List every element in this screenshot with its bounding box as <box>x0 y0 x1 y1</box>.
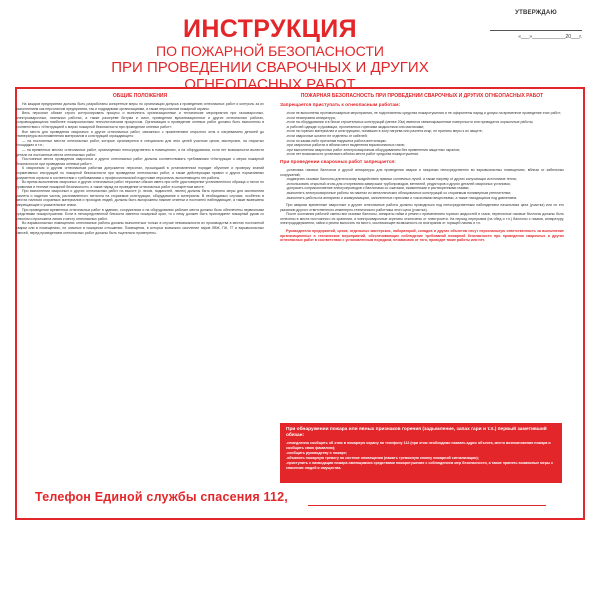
forbid-item: -при сварочных работах и вблизи мест выделения взрывоопасных газов; <box>286 143 405 148</box>
left-paragraph: Постоянные места проведения сварочных и других огнеопасных работ должны соответствовать требованиям «Инструкции о мерах пожарной безопасности при проведении огневых работ». <box>16 157 264 166</box>
approval-block <box>490 10 582 40</box>
during-heading: При проведении сварочных работ запрещается: <box>280 159 396 165</box>
emergency-phone: Телефон Единой службы спасения 112, <box>35 490 288 504</box>
forbid-item: -если неисправна аппаратура; <box>286 115 336 120</box>
left-paragraph: К сварочным и другим огнеопасным работам допускается персонал, прошедший в установленном порядке обучение и проверку знаний нормативных инструкций по пожарной безопасности при проведении огнеопасных работ, а также действующим правил и других нормативных документов отрасли в соответствии с требованиями к профессиональной подготовке персонала, выполняющего эти работы. <box>16 166 264 180</box>
right-paragraph: При авариях временные сварочные и другие огнеопасные работы должны проводиться под непосредственным наблюдением начальника цеха (участка) или по его указанию другого ответственного инженерно-технического работника этого цеха (участка). <box>280 203 564 212</box>
signature-line <box>490 30 582 31</box>
right-heading: ПОЖАРНАЯ БЕЗОПАСНОСТЬ ПРИ ПРОВЕДЕНИИ СВАРОЧНЫХ И ДРУГИХ ОГНЕОПАСНЫХ РАБОТ <box>300 93 544 99</box>
during-item: -выполнять электросварочные работы на пакетах из металлических облицовочных конструкций со сгораемым полимерным утеплителем; <box>286 190 511 195</box>
title-subtitle: ПО ПОЖАРНОЙ БЕЗОПАСНОСТИ <box>156 43 384 59</box>
left-column <box>16 93 264 235</box>
forbid-item: -в рабочей одежде и рукавицах, пропитанных горючими жидкостями или мастиками; <box>286 124 425 129</box>
fire-action-item: -приступить к ликвидации пожара имеющимися средствами пожаротушения с соблюдением мер безопасности, а также принять возможные меры к спасению людей и имущества. <box>286 461 553 470</box>
approve-date: «___»____________20___г. <box>518 34 582 40</box>
forbid-item: -если не выполнены противопожарные мероприятия, не подготовлены средства пожаротушения и не оформлены наряд и допуск на временное проведение этих работ; <box>286 111 561 115</box>
fire-action-item: -объявить пожарную тревогу по системе оповещения (нажать тревожную кнопку пожарной сигнализации); <box>286 456 479 460</box>
title-main: ИНСТРУКЦИЯ <box>182 15 358 43</box>
left-paragraph: Весь персонал обязан строго контролировать процесс и выполнять организационные и технические мероприятия при газосварочных, электросварочных, паяльных работах, а также разогреве битума и смол, проведении вулканизационных и других огнеопасных работах, сопровождающихся наиболее пожароопасным технологическим процессом. Организация и проведение огневых работ должны быть выполнены в соответствии с «Инструкцией о мерах пожарной безопасности при проведении огневых работ». <box>16 111 264 129</box>
during-item: -допускать соприкосновение электропроводов с баллонами со сжатыми, сжиженными и растворенными газами; <box>286 186 470 191</box>
forbid-item: -если сварочные шланги не отделены от кабелей; <box>286 133 368 138</box>
forbid-item: -если на горючих материалах и конструкциях, попавших в зону нагрева или разлета искр, не приняты меры к их защите; <box>286 129 483 134</box>
phone-fill-line <box>308 505 546 506</box>
left-paragraph: Во время выполнения сварочных и других огнеопасных работ персонал обязан иметь при себе удостоверение установленного образца и талон по правилам и технике пожарной безопасности, а также наряд на проведение огнеопасных работ в конкретном месте. <box>16 180 264 189</box>
forbid-item: -если по каким-либо причинам нарушена работа вентиляции; <box>286 138 387 143</box>
fire-action-item: -немедленно сообщить об этом в пожарную охрану по телефону 112 (при этом необходимо назвать адрес объекта, место возникновения пожара и сообщить свою фамилию); <box>286 441 551 450</box>
fire-action-heading: При обнаружении пожара или явных признаков горения (задымление, запах гари и т.п.) первый заметивший обязан: <box>286 427 547 438</box>
right-column <box>280 93 564 243</box>
during-item: -установка газовых баллонов и другой аппаратуры для проведения сварки и газорезки непосредственно во взрывоопасных помещениях, вблизи от кабельных сооружений; <box>280 167 564 177</box>
forbid-item: -если нет возможности установить вблизи места работ средства пожаротушения. <box>286 152 420 157</box>
during-item: -подвергать газовые баллоны длительному воздействию прямых солнечных лучей, а также нагреву от других излучающих источников тепла; <box>286 177 517 182</box>
forbid-item: -если на оборудовании и в близи строительных конструкций (менее 20м) имеются свежеокрашенные поверхности или проводятся окрасочные работы; <box>286 120 534 125</box>
left-paragraph: Все места для проведения сварочных и других огнеопасных работ, связанных с применением открытого огня и нагреванием деталей до температуры воспламенения материалов и конструкций ограждающего: <box>16 129 264 139</box>
left-paragraph: При выполнении сварочных и других огнеопасных работ на высоте (с лесов, подмостей, люлек) должны быть приняты меры для исключения разлета и падения частиц расплавленного металла на сгораемые конструкции, оборудование и материалы. В необходимых случаях, особенно в местах наличия сгораемых материалов и проходов людей, должны быть выгорожены нижние отметки и постоянно наблюдающие, а также вывешены запрещающие и указательные знаки. <box>16 189 264 208</box>
approve-label: УТВЕРЖДАЮ <box>515 10 557 16</box>
during-item: -использовать открытый огонь для отогревания замерзших трубопроводов, вентилей, редукторов и других деталей сварочных установок; <box>286 181 511 186</box>
title-block <box>60 16 480 93</box>
right-paragraph: После окончания рабочей смены все газовые баллоны, аппараты гайки и ремни с применением горючих жидкостей и газов, переносные газовые баллоны должны быть отнесены в места постоянного их хранения, а электросварочные агрегаты отключены от электросети. На период перерывов (на обед и т.п.) баллоны с газами, аппаратуру, электрододержатели, гайки и ремни выносить на место, исключающее возможность их возгорания от горящей лампы и т.п. <box>280 212 564 226</box>
left-paragraph: — на временных местах огнеопасных работ, организуемых непосредственно в помещениях, а на оборудовании, если нет возможности вынести детали на постоянные места огнеопасных работ. <box>16 147 264 157</box>
during-item: -выполнять работы на аппаратах и коммуникациях, заполненных горючими и токсичными веществами, а также находящихся под давлением. <box>286 195 517 200</box>
left-paragraph: При проведении временных огнеопасных работ в зданиях, сооружениях и на оборудовании рабочие места должны быть обеспечены первичными средствами пожаротушения. Если в непосредственной близости имеется пожарный кран, то к нему должен быть присоединен пожарный рукав со стволом и проложена линия к месту огнеопасных работ. <box>16 207 264 221</box>
fire-action-box <box>280 423 562 483</box>
left-heading: ОБЩИЕ ПОЛОЖЕНИЯ <box>112 93 168 99</box>
fire-action-item: -сообщить руководству о пожаре; <box>286 451 348 455</box>
title-subject: ПРИ ПРОВЕДЕНИИ СВАРОЧНЫХ И ДРУГИХ ОГНЕОПАСНЫХ РАБОТ <box>111 59 429 93</box>
left-paragraph: — на постоянных местах огнеопасных работ, которые организуются в специально для этих целей участках цехов, мастерских, на открытых площадках и т.п.; <box>16 138 264 148</box>
responsibility-note: Руководители предприятий, цехов, отдельных мастерских, лабораторий, складов и других объектов несут персональную ответственность за выполнение организационных и технических мероприятий, обеспечивающих соблюдение требований пожарной безопасности при проведении сварочных и других огнеопасных работ в соответствии с установленным порядком, независимо от того, проводят такие работы или нет. <box>280 229 564 243</box>
forbid-item: -при выполнении сварочных работ электросварочным оборудованием без применения защитных экранов; <box>286 147 460 152</box>
left-paragraph: Во взрывоопасных помещениях огнеопасные работы должны выполняться только в случае невозможности их производства в местах постоянной сварки или в помещениях, не опасных в пожарном отношении. Помещения, в которых возможно скопление паров ЛВЖ, ГЖ, ГГ и взрывоопасных смесей, перед проведением огнеопасных работ должны быть тщательно проветрены. <box>16 221 264 235</box>
left-paragraph: На каждом предприятии должны быть разработаны конкретные меры по организации допуска к проведению огнеопасных работ и контроль за их выполнением как персоналом предприятия, так и подрядными организациями, а также персоналом пожарной охраны. <box>16 102 264 111</box>
forbid-heading: Запрещается приступать к огнеопасным работам: <box>280 103 401 108</box>
